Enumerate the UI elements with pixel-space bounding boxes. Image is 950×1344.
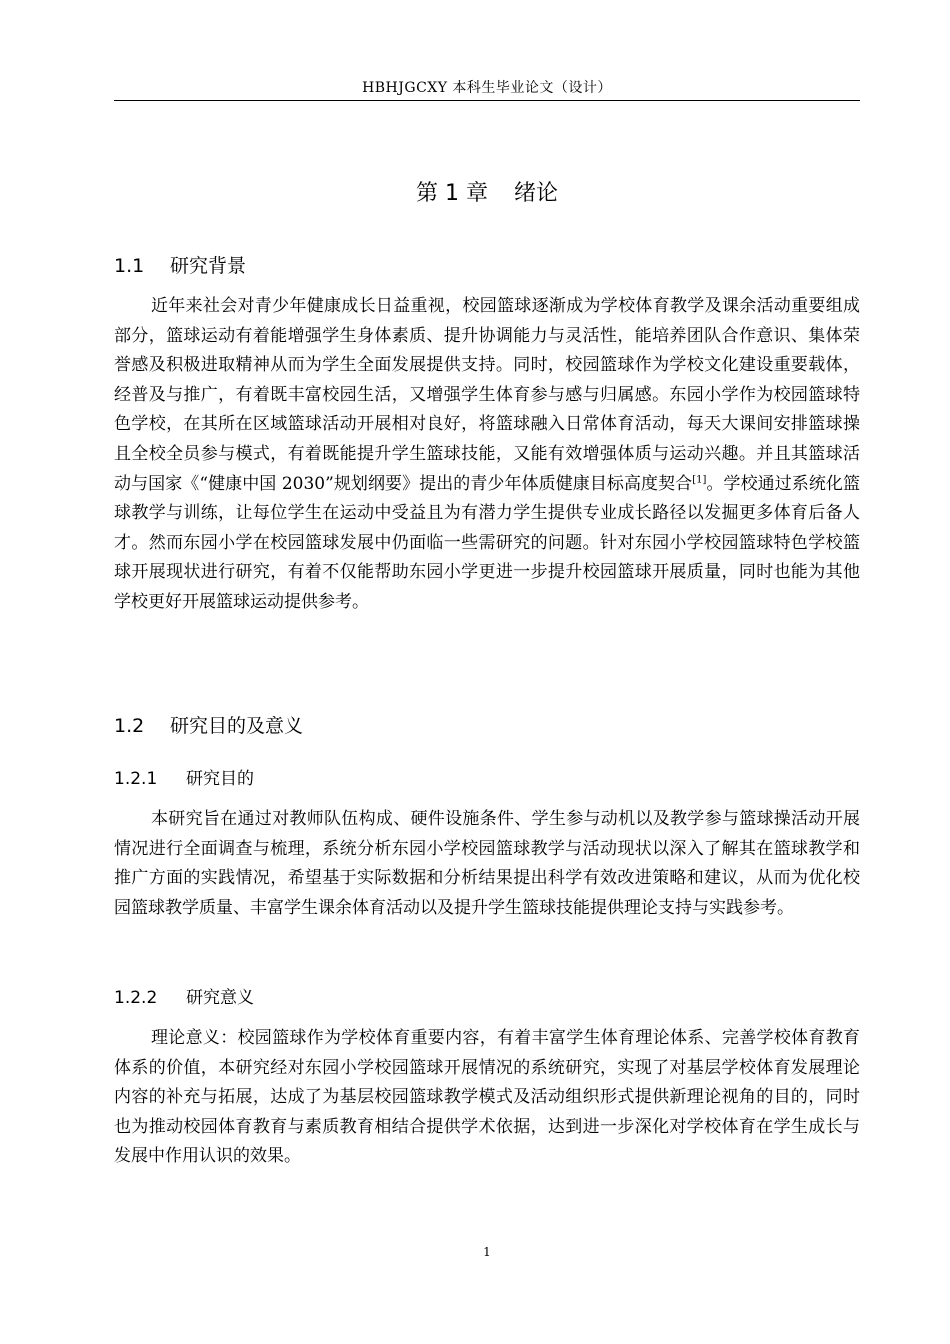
subsection-number: 1.2.1 — [114, 769, 158, 789]
paragraph-text: 近年来社会对青少年健康成长日益重视，校园篮球逐渐成为学校体育教学及课余活动重要组成部分，篮球运动有着能增强学生身体素质、提升协调能力与灵活性，能培养团队合作意识、集体荣誉感及积极进取精神从而为学生全面发展提供支持。同时，校园篮球作为学校文化建设重要载体，经普及与推广，有着既丰富校园生活，又增强学生体育参与感与归属感。东园小学作为校园篮球特色学校，在其所在区域篮球活动开展相对良好，将篮球融入日常体育活动，每天大课间安排篮球操且全校全员参与模式，有着既能提升学生篮球技能，又能有效增强体质与运动兴趣。并且其篮球活动与国家《“健康中国 2030”规划纲要》提出的青少年体质健康目标高度契合 — [114, 296, 860, 494]
section-title: 研究背景 — [170, 255, 247, 277]
chapter-title — [114, 178, 860, 210]
page-number: 1 — [483, 1245, 491, 1259]
subsection-number: 1.2.2 — [114, 988, 158, 1008]
section-heading-1-2 — [114, 713, 303, 739]
subsection-title: 研究意义 — [186, 988, 254, 1008]
section-title: 研究目的及意义 — [170, 715, 304, 737]
section-number: 1.2 — [114, 715, 145, 737]
paragraph-research-purpose: 本研究旨在通过对教师队伍构成、硬件设施条件、学生参与动机以及教学参与篮球操活动开展情况进行全面调查与梳理，系统分析东园小学校园篮球教学与活动现状以深入了解其在篮球教学和推广方面的实践情况，希望基于实际数据和分析结果提出科学有效改进策略和建议，从而为优化校园篮球教学质量、丰富学生课余体育活动以及提升学生篮球技能提供理论支持与实践参考。 — [114, 809, 860, 918]
citation-marker[interactable]: [1] — [692, 473, 707, 485]
subsection-title: 研究目的 — [186, 769, 254, 789]
paragraph-research-significance: 理论意义：校园篮球作为学校体育重要内容，有着丰富学生体育理论体系、完善学校体育教育体系的价值，本研究经对东园小学校园篮球开展情况的系统研究，实现了对基层学校体育发展理论内容的补充与拓展，达成了为基层校园篮球教学模式及活动组织形式提供新理论视角的目的，同时也为推动校园体育教育与素质教育相结合提供学术依据，达到进一步深化对学校体育在学生成长与发展中作用认识的效果。 — [114, 1028, 860, 1167]
subsection-heading-1-2-1 — [114, 767, 254, 791]
paragraph-text-continued: 。学校通过系统化篮球教学与训练，让每位学生在运动中受益且为有潜力学生提供专业成长路径以发掘更多体育后备人才。然而东园小学在校园篮球发展中仍面临一些需研究的问题。针对东园小学校园篮球特色学校篮球开展现状进行研究，有着不仅能帮助东园小学更进一步提升校园篮球开展质量，同时也能为其他学校更好开展篮球运动提供参考。 — [114, 473, 860, 612]
section-heading-1-1 — [114, 253, 246, 279]
chapter-name: 绪论 — [513, 181, 558, 206]
subsection-heading-1-2-2 — [114, 986, 254, 1010]
page-header: HBHJGCXY 本科生毕业论文（设计） — [362, 80, 612, 96]
section-number: 1.1 — [114, 255, 145, 277]
chapter-number: 第 1 章 — [416, 181, 488, 206]
paragraph-research-background — [114, 292, 860, 618]
header-rule — [114, 100, 860, 101]
